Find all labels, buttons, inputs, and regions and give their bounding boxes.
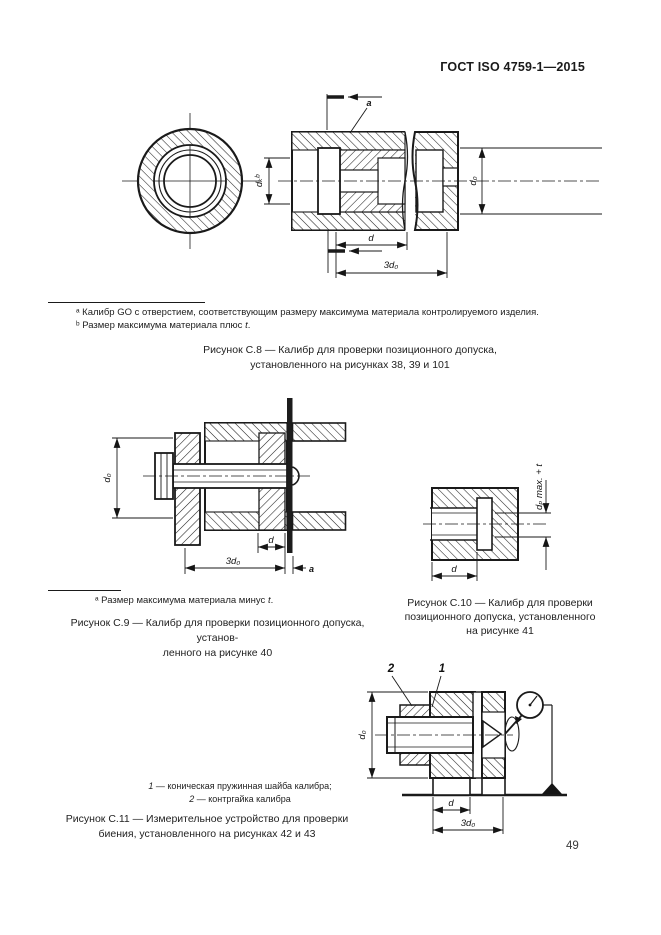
caption-c8 bbox=[130, 343, 570, 373]
footnote-c8-b-text: ᵇ Размер максимума материала плюс bbox=[76, 320, 246, 331]
c9-assembly bbox=[143, 398, 346, 553]
c8-label-note-a: a bbox=[366, 98, 372, 108]
caption-c8-line2: установленного на рисунках 38, 39 и 101 bbox=[250, 359, 450, 371]
c8-label-gauge-length: 3d₀ bbox=[383, 260, 399, 271]
c8-label-bore-dia: d₀ bbox=[468, 176, 479, 186]
footnotes-c8 bbox=[76, 306, 624, 332]
c11-label-part-2: 2 bbox=[387, 663, 395, 675]
caption-c10-line1: Рисунок С.10 — Калибр для проверки bbox=[407, 597, 593, 609]
c9-label-gauge-length: 3d₀ bbox=[225, 556, 241, 567]
c11-label-body-dia: d₀ bbox=[357, 730, 368, 740]
c8-label-pin-dia: d bbox=[368, 233, 374, 244]
c11-label-bore-dia: d bbox=[448, 798, 454, 809]
caption-c11-line1: Рисунок С.11 — Измерительное устройство для проверки bbox=[65, 813, 349, 825]
legend-c11-item-2 bbox=[95, 793, 385, 806]
footnote-rule-c8 bbox=[48, 302, 205, 303]
footnote-c9-a-text: ᵃ Размер максимума материала минус bbox=[95, 595, 268, 606]
c9-label-note-a: a bbox=[309, 564, 315, 574]
c9-label-body-dia: d₀ bbox=[102, 473, 113, 483]
legend-c11-item-2-num: 2 bbox=[189, 794, 195, 804]
c11-label-part-1: 1 bbox=[438, 663, 446, 675]
c10-label-bore-dia: d bbox=[451, 564, 457, 575]
c11-rotation-symbol bbox=[505, 716, 522, 751]
legend-c11-item-1 bbox=[95, 780, 385, 793]
legend-c11-item-1-num: 1 bbox=[148, 781, 154, 791]
caption-c10-line3: на рисунке 41 bbox=[466, 625, 534, 637]
caption-c11 bbox=[42, 812, 372, 842]
footnote-c9-a-variable: t bbox=[267, 595, 271, 606]
footnote-c9-a bbox=[95, 594, 273, 607]
c8-section-view bbox=[278, 132, 602, 230]
c10-label-slot-width: dₚ max. + t bbox=[534, 463, 545, 510]
caption-c10 bbox=[385, 596, 615, 638]
footnote-c9-a-period: . bbox=[270, 595, 274, 606]
c11-indicator-stand bbox=[542, 705, 562, 794]
c11-dial-indicator bbox=[505, 692, 543, 734]
c9-label-pin-dia: d bbox=[268, 535, 274, 546]
c8-label-gauge-hole-dia: dₖᵇ bbox=[254, 174, 265, 188]
footnote-rule-c9 bbox=[48, 590, 121, 591]
caption-c9-line1: Рисунок С.9 — Калибр для проверки позиционного допуска, установ- bbox=[70, 617, 365, 644]
figure-c10-drawing bbox=[415, 440, 595, 590]
footnote-c8-b-variable: t bbox=[245, 320, 248, 331]
caption-c11-line2: биения, установленного на рисунках 42 и 43 bbox=[98, 828, 316, 840]
footnote-c8-b-period: . bbox=[247, 320, 251, 331]
caption-c8-line1: Рисунок С.8 — Калибр для проверки позиционного допуска, bbox=[203, 344, 497, 356]
caption-c10-line2: позиционного допуска, установленного bbox=[404, 611, 596, 623]
legend-c11 bbox=[95, 780, 385, 806]
caption-c9-line2: ленного на рисунке 40 bbox=[162, 647, 273, 659]
footnote-c8-b bbox=[76, 319, 624, 332]
page-number: 49 bbox=[566, 840, 579, 852]
c11-label-gauge-length: 3d₀ bbox=[460, 818, 476, 829]
footnote-c8-a: ᵃ Калибр GO с отверстием, соответствующим размеру максимума материала контролируемого изделия. bbox=[76, 307, 539, 318]
figure-c11-drawing bbox=[335, 650, 620, 845]
figure-c9-drawing bbox=[95, 393, 370, 588]
figure-c8-drawing bbox=[120, 80, 610, 295]
legend-c11-item-2-text: — контргайка калибра bbox=[194, 794, 291, 804]
document-header: ГОСТ ISO 4759-1—2015 bbox=[440, 60, 585, 74]
c8-end-view bbox=[122, 113, 260, 249]
legend-c11-item-1-text: — коническая пружинная шайба калибра; bbox=[153, 781, 332, 791]
c11-assembly bbox=[375, 676, 567, 795]
c10-body bbox=[423, 488, 547, 560]
